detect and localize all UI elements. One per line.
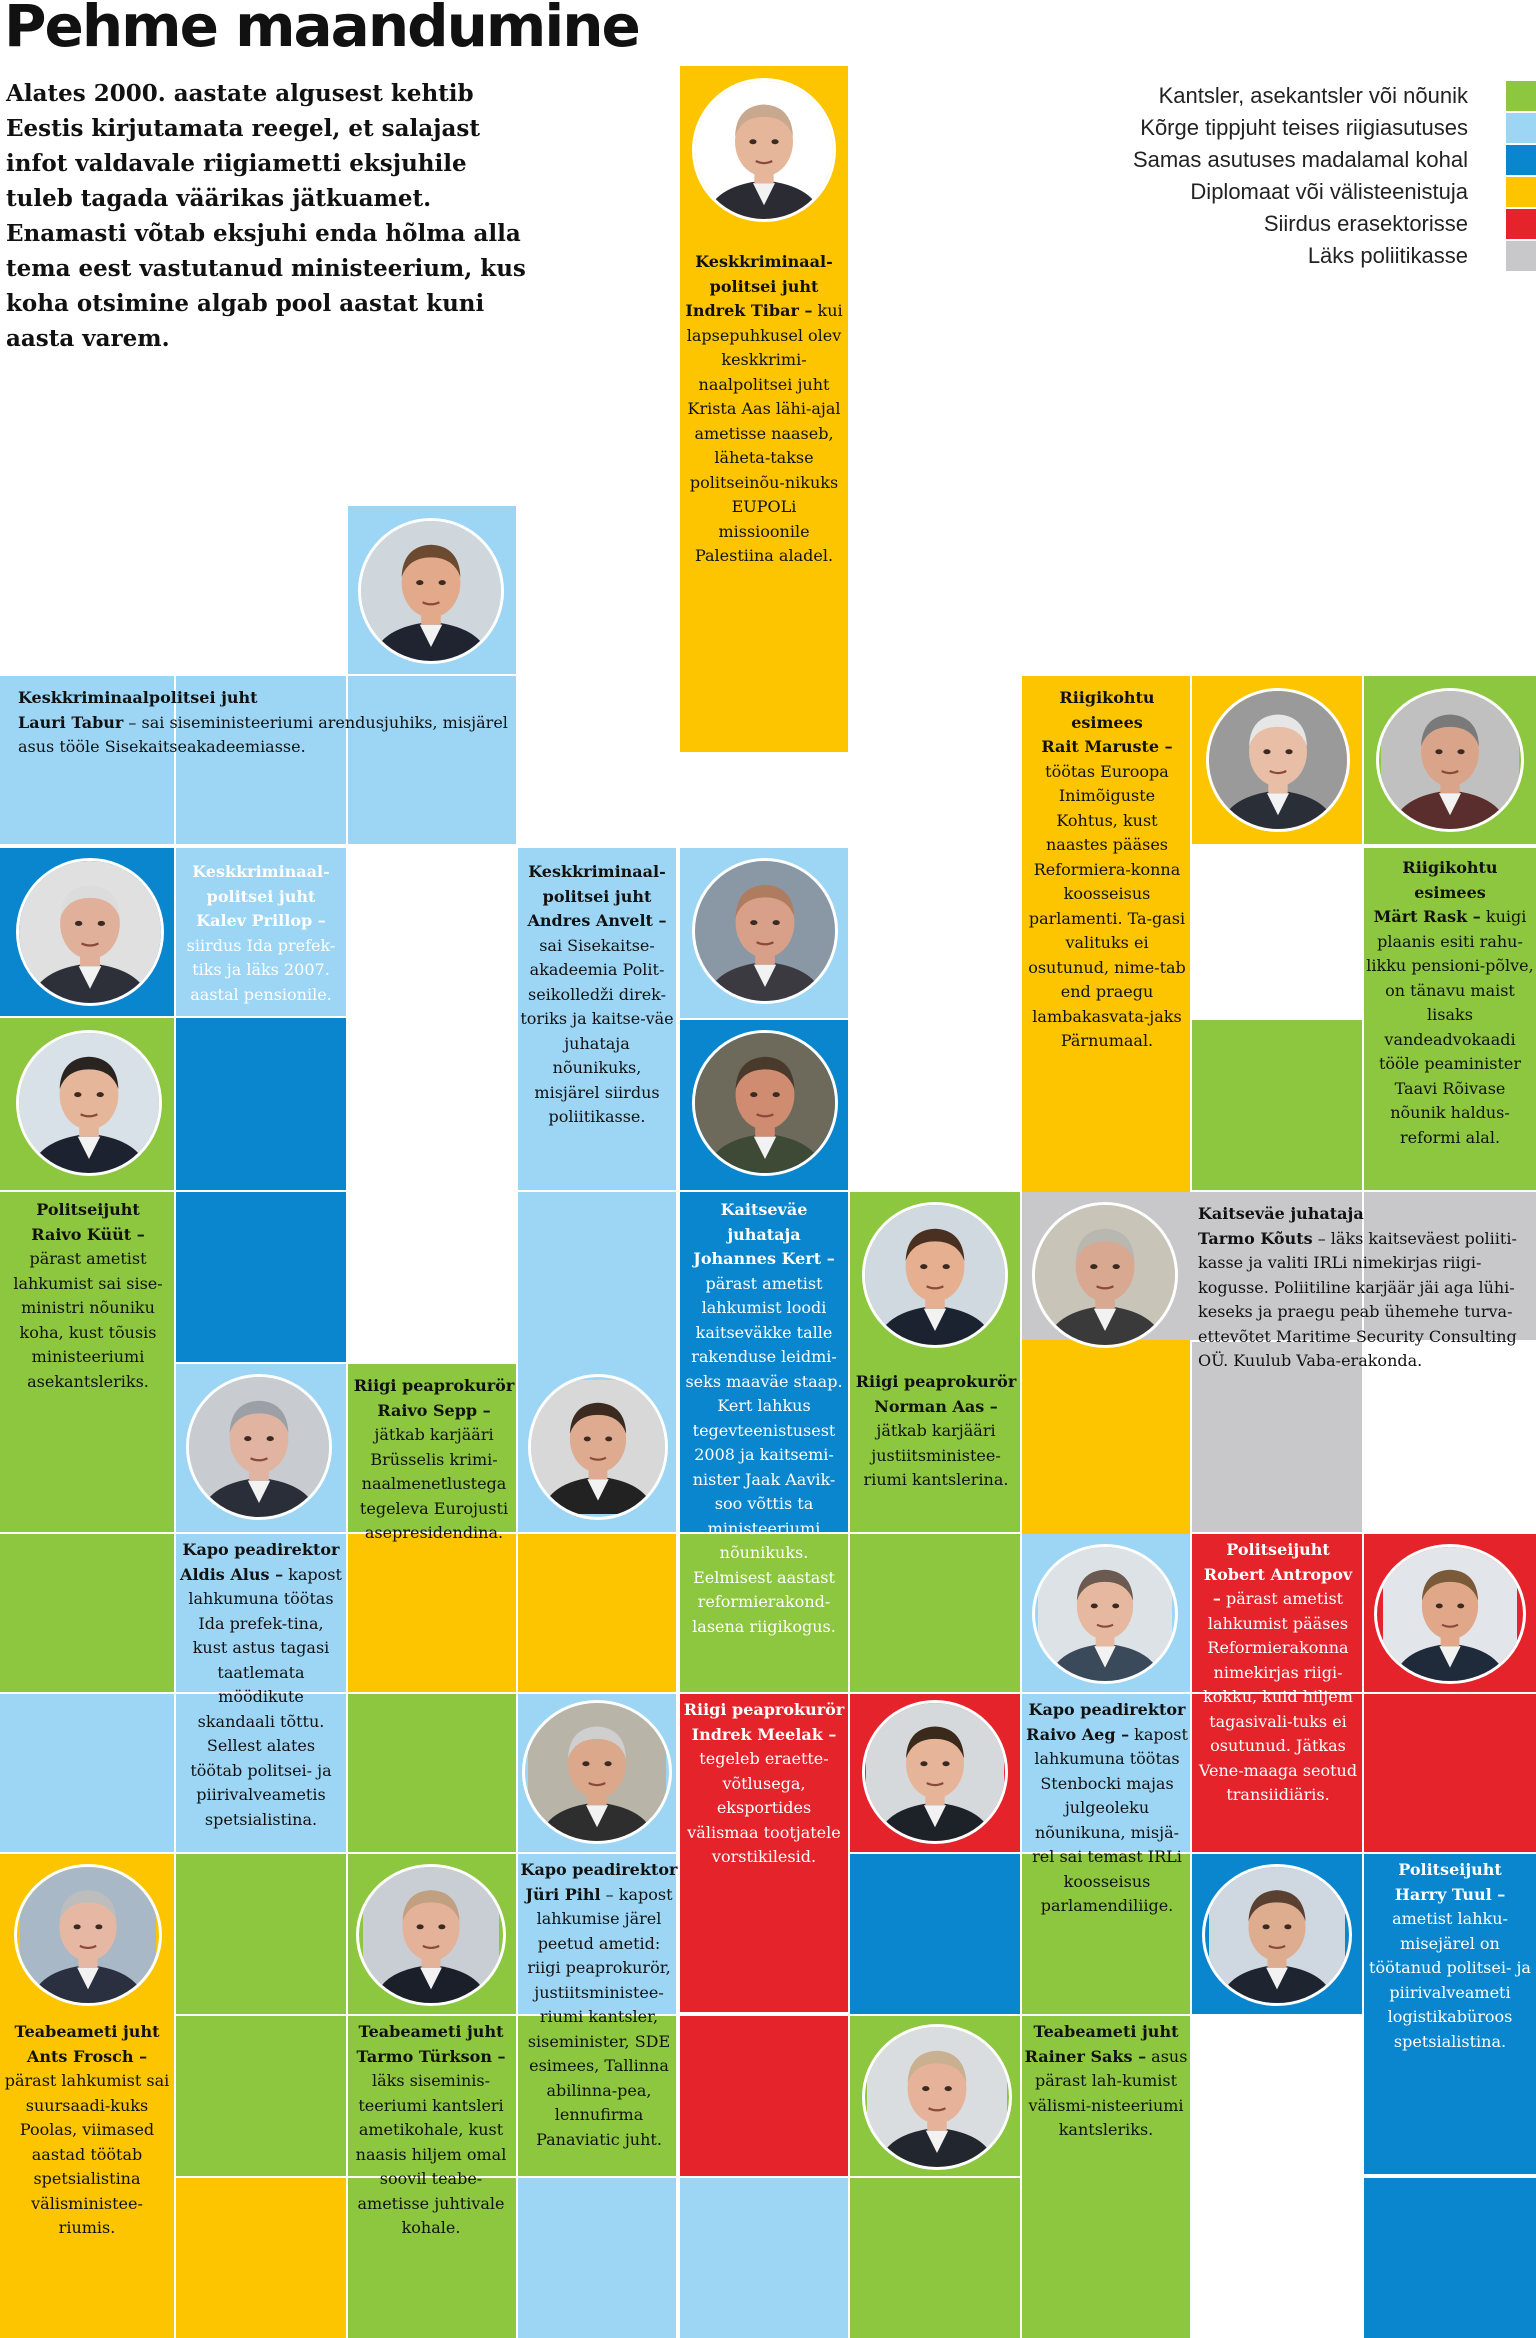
text-saks: [1024, 2020, 1188, 2143]
aas-body: jätkab karjääri justiitsministee-riumi kantslerina.: [863, 1421, 1009, 1489]
text-maruste: [1026, 686, 1188, 1054]
antropov-body: pärast ametist lahkumist pääses Reformierakonna nimekirjas riigi-kokku, kuid hiljem tagasivali-tuks ei osutunud. Jätkas Vene-maaga seotud transiidiäris.: [1198, 1589, 1358, 1804]
text-frosch: [4, 2020, 170, 2241]
text-kert: [680, 1198, 848, 1639]
turkson-body: läks siseminis-teeriumi kantsleri ametikohale, kust naasis hiljem omal soovil teabe-ametisse juhtivale kohale.: [355, 2071, 507, 2237]
antropov-heading: Politseijuht Robert Antropov –: [1203, 1540, 1353, 1608]
cell: [850, 1534, 1020, 1692]
cell: [518, 2178, 676, 2338]
frosch-body: pärast lahkumist sai suursaadi-kuks Poolas, viimased aastad töötab spetsialistina välisministee-riumis.: [4, 2071, 170, 2237]
cell: [680, 2178, 848, 2338]
portrait-maruste: [1206, 688, 1350, 832]
tuul-heading: Politseijuht Harry Tuul –: [1394, 1860, 1506, 1904]
cell: [850, 2178, 1020, 2338]
intro-text: Alates 2000. aastate algusest kehtib Eestis kirjutamata reegel, et salajast infot valdavale riigiametti eksjuhile tuleb tagada väärikas jätkuamet. Enamasti võtab eksjuhi enda hõlma alla tema eest vastutanud ministeerium, kus koha otsimine algab pool aastat kuni aasta varem.: [6, 80, 526, 352]
anvelt-body: sai Sisekaitse-akadeemia Polit-seikolledži direk-toriks ja kaitse-väe juhataja nõunikuks, misjärel siirdus poliitikasse.: [520, 935, 674, 1126]
kert-heading: Kaitseväe juhataja Johannes Kert –: [693, 1200, 835, 1268]
legend-item-tippjuht: Kõrge tippjuht teises riigiasutuses: [1140, 115, 1468, 140]
portrait-antropov: [1374, 1544, 1526, 1684]
rask-body: kuigi plaanis esiti rahu-likku pensioni-põlve, on tänavu maist lisaks vandeadvokaadi tööle peaminister Taavi Rõivase nõunik haldus-reformi alal.: [1366, 907, 1534, 1147]
maruste-heading: Riigikohtu esimees Rait Maruste –: [1041, 688, 1173, 756]
text-antropov: [1198, 1538, 1358, 1808]
cell: [0, 1534, 174, 1692]
kert-body: pärast ametist lahkumist loodi kaitseväkke talle rakenduse leidmi-seks maaväe staap. Kert lahkus tegevteenistusest 2008 ja kaitsemi-nister Jaak Aavik-soo võttis ta ministeeriumi nõunikuks. Eelmisest aastast reformierakond-lasena riigikogus.: [685, 1273, 843, 1636]
cell: [176, 1854, 346, 2014]
rask-heading: Riigikohtu esimees Märt Rask –: [1373, 858, 1498, 926]
text-kouts: [1198, 1202, 1528, 1374]
portrait-ahas: [186, 1374, 332, 1520]
cell: [348, 1534, 516, 1692]
cell: [1192, 1020, 1362, 1190]
legend-item-diplomaat: Diplomaat või välisteenistuja: [1190, 179, 1468, 204]
text-tuul: [1366, 1858, 1534, 2054]
legend-item-madalam: Samas asutuses madalamal kohal: [1132, 147, 1468, 172]
cell: [1364, 1694, 1536, 1852]
text-pihl: [520, 1858, 678, 2152]
tabur-body: – sai siseministeeriumi arendusjuhiks, misjärel asus tööle Sisekaitseakadeemiasse.: [18, 712, 508, 756]
text-ahas: [180, 1538, 342, 1832]
legend-swatch: [1506, 209, 1536, 239]
pihl-heading: Kapo peadirektor Jüri Pihl: [520, 1860, 678, 1904]
cell: [176, 1018, 346, 1190]
kouts-body: – läks kaitseväest poliiti-kasse ja valiti IRLi nimekirjas riigi-kogusse. Poliitiline karjäär jäi aga lühi-keseks ja praegu peab ühemehe turva-ettevõtet Maritime Security Consulting OÜ. Kuulub Vaba-erakonda.: [1198, 1228, 1517, 1370]
portrait-rask: [1376, 688, 1524, 832]
text-aas: [852, 1370, 1020, 1493]
portrait-kouts: [1032, 1202, 1178, 1348]
aeg-body: kapost lahkumuna töötas Stenbocki majas julgeoleku nõunikuna, misjä-rel sai temast IRLi koosseisus parlamendiliige.: [1032, 1724, 1188, 1915]
text-prillop: [180, 860, 342, 1007]
cell: [176, 2178, 346, 2338]
cell: [1364, 2178, 1536, 2338]
prillop-heading: Keskkriminaal- politsei juht Kalev Prillop –: [192, 862, 330, 930]
text-tabur: [18, 686, 508, 760]
text-aeg: [1026, 1698, 1188, 1919]
portrait-meelak: [862, 1700, 1008, 1844]
cell: [680, 2016, 848, 2176]
portrait-tibar: [692, 78, 836, 222]
text-turkson: [346, 2020, 516, 2241]
text-tibar: [684, 250, 844, 569]
legend-item-kantsler: Kantsler, asekantsler või nõunik: [1158, 83, 1468, 108]
turkson-heading: Teabeameti juht Tarmo Türkson –: [356, 2022, 506, 2066]
portrait-tabur: [358, 518, 504, 664]
tabur-heading: Keskkriminaalpolitsei juht Lauri Tabur: [18, 688, 258, 732]
kuut-body: pärast ametist lahkumist sai sise-ministri nõuniku koha, kust tõusis ministeeriumi asekantsleriks.: [13, 1249, 163, 1391]
anvelt-heading: Keskkriminaal- politsei juht Andres Anvelt –: [527, 862, 667, 930]
pihl-body: – kapost lahkumise järel peetud ametid: riigi peaprokurör, justiitsministee-riumi kantsler, siseminister, SDE esimees, Tallinna abilinna-pea, lennufirma Panaviatic juht.: [527, 1884, 673, 2149]
portrait-sepp: [528, 1374, 668, 1520]
text-sepp: [352, 1374, 516, 1546]
legend-swatch: [1506, 145, 1536, 175]
portrait-pihl: [522, 1700, 672, 1844]
portrait-aeg: [1032, 1544, 1178, 1684]
portrait-anvelt: [692, 858, 838, 1004]
saks-body: asus pärast lah-kumist välismi-nisteeriumi kantsleriks.: [1028, 2046, 1188, 2139]
cell: [850, 1854, 1020, 2014]
ahas-body: kapost lahkumuna töötas Ida prefek-tina, kust astus tagasi taatlemata möödikute skandaali tõttu. Sellest alates töötab politsei- ja piirivalveametis spetsialistina.: [188, 1564, 342, 1829]
portrait-saks: [862, 2024, 1012, 2170]
portrait-aas: [862, 1202, 1008, 1348]
cell: [348, 1694, 516, 1852]
sepp-heading: Riigi peaprokurör Raivo Sepp –: [353, 1376, 515, 1420]
kuut-heading: Politseijuht Raivo Küüt –: [31, 1200, 145, 1244]
sepp-body: jätkab karjääri Brüsselis krimi-naalmenetlustega tegeleva Eurojusti asepresidendina.: [359, 1425, 509, 1542]
aeg-heading: Kapo peadirektor Raivo Aeg –: [1026, 1700, 1186, 1744]
ahas-heading: Kapo peadirektor Aldis Alus –: [180, 1540, 340, 1584]
text-kuut: [6, 1198, 170, 1394]
portrait-kuut: [16, 1030, 162, 1176]
legend-swatch: [1506, 81, 1536, 111]
saks-heading: Teabeameti juht Rainer Saks –: [1024, 2022, 1179, 2066]
text-meelak: [682, 1698, 846, 1870]
prillop-body: siirdus Ida prefek-tiks ja läks 2007. aastal pensionile.: [186, 935, 336, 1004]
tuul-body: ametist lahku-misejärel on töötanud politsei- ja piirivalveameti logistikabüroos spetsialistina.: [1369, 1909, 1531, 2051]
legend-swatch: [1506, 177, 1536, 207]
legend-swatch: [1506, 241, 1536, 271]
text-rask: [1366, 856, 1534, 1150]
aas-heading: Riigi peaprokurör Norman Aas –: [855, 1372, 1017, 1416]
legend-item-erasektor: Siirdus erasektorisse: [1263, 211, 1468, 236]
page-title: Pehme maandumine: [4, 0, 639, 60]
cell: [0, 1694, 174, 1852]
tibar-heading: Keskkriminaal- politsei juht Indrek Tibar –: [685, 252, 833, 320]
legend-swatch: [1506, 113, 1536, 143]
cell: [518, 1534, 676, 1692]
kouts-heading: Kaitseväe juhataja Tarmo Kõuts: [1198, 1204, 1364, 1248]
portrait-frosch: [14, 1864, 162, 2006]
meelak-heading: Riigi peaprokurör Indrek Meelak –: [683, 1700, 845, 1744]
portrait-tuul: [1202, 1864, 1352, 2006]
cell: [176, 1192, 346, 1362]
text-anvelt: [520, 860, 674, 1130]
portrait-turkson: [356, 1864, 506, 2006]
meelak-body: tegeleb eraette-võtlusega, eksportides välismaa tootjatele vorstikilesid.: [687, 1749, 841, 1866]
cell: [176, 2016, 346, 2176]
portrait-prillop: [16, 858, 164, 1006]
tibar-body: kui lapsepuhkusel olev keskkrimi-naalpolitsei juht Krista Aas lähi-ajal ametisse naaseb, läheta-takse politseinõu-nikuks EUPOLi missioonile Palestiina aladel.: [686, 301, 843, 565]
maruste-body: töötas Euroopa Inimõiguste Kohtus, kust naastes pääses Reformiera-konna koosseisus parlamenti. Ta-gasi valituks ei osutunud, nime-tab end praegu lambakasvata-jaks Pärnumaal.: [1028, 761, 1186, 1050]
frosch-heading: Teabeameti juht Ants Frosch –: [14, 2022, 160, 2066]
portrait-kert: [692, 1030, 838, 1176]
legend-item-poliitika: Läks poliitikasse: [1307, 243, 1468, 268]
